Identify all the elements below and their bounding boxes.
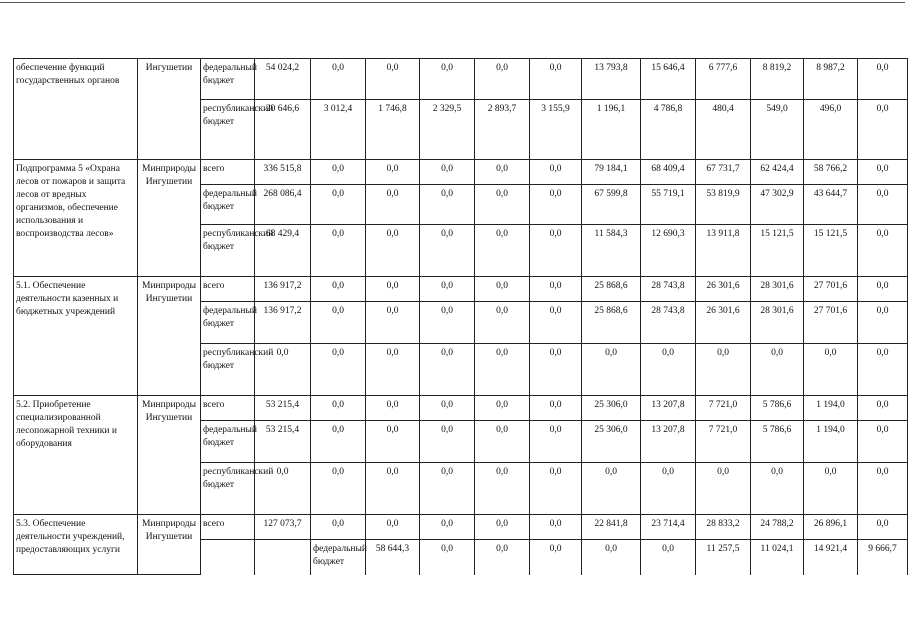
amount-cell: 0,0 <box>311 463 366 515</box>
amount-cell: 24 788,2 <box>751 515 804 540</box>
funding-source-cell: всего <box>201 277 255 302</box>
amount-cell: 0,0 <box>858 160 908 185</box>
funding-source-cell: всего <box>201 396 255 421</box>
amount-cell: 5 786,6 <box>751 396 804 421</box>
empty-name-cell <box>201 540 255 575</box>
amount-cell: 268 086,4 <box>255 185 311 225</box>
program-name-cell: обеспечение функций государственных органов <box>14 59 138 160</box>
amount-cell: 25 868,6 <box>582 277 641 302</box>
amount-cell: 0,0 <box>475 515 530 540</box>
amount-cell: 28 301,6 <box>751 302 804 344</box>
responsible-executor-cell: Минприроды Ингушетии <box>138 396 201 515</box>
amount-cell: 9 666,7 <box>858 540 908 575</box>
amount-cell: 0,0 <box>420 302 475 344</box>
amount-cell: 1 194,0 <box>804 421 858 463</box>
amount-cell: 58 766,2 <box>804 160 858 185</box>
amount-cell: 0,0 <box>366 421 420 463</box>
amount-cell: 0,0 <box>420 421 475 463</box>
amount-cell: 0,0 <box>751 463 804 515</box>
amount-cell: 0,0 <box>420 344 475 396</box>
amount-cell: 53 215,4 <box>255 396 311 421</box>
funding-source-cell: федеральный бюджет <box>201 59 255 100</box>
amount-cell: 0,0 <box>420 160 475 185</box>
amount-cell: 25 306,0 <box>582 421 641 463</box>
amount-cell: 43 644,7 <box>804 185 858 225</box>
amount-cell: 0,0 <box>858 515 908 540</box>
amount-cell: 13 793,8 <box>582 59 641 100</box>
amount-cell: 28 743,8 <box>641 302 696 344</box>
amount-cell: 0,0 <box>858 463 908 515</box>
amount-cell: 8 819,2 <box>751 59 804 100</box>
amount-cell: 0,0 <box>475 540 530 575</box>
amount-cell: 0,0 <box>858 277 908 302</box>
amount-cell: 26 301,6 <box>696 277 751 302</box>
amount-cell: 0,0 <box>530 540 582 575</box>
amount-cell: 15 646,4 <box>641 59 696 100</box>
amount-cell: 0,0 <box>475 421 530 463</box>
amount-cell: 14 921,4 <box>804 540 858 575</box>
amount-cell: 1 194,0 <box>804 396 858 421</box>
amount-cell: 0,0 <box>420 225 475 277</box>
amount-cell: 0,0 <box>420 515 475 540</box>
amount-cell: 0,0 <box>582 540 641 575</box>
amount-cell: 0,0 <box>420 277 475 302</box>
funding-source-cell: всего <box>201 160 255 185</box>
amount-cell: 0,0 <box>804 463 858 515</box>
amount-cell: 0,0 <box>311 225 366 277</box>
amount-cell: 0,0 <box>751 344 804 396</box>
amount-cell: 68 429,4 <box>255 225 311 277</box>
amount-cell: 0,0 <box>530 515 582 540</box>
amount-cell: 0,0 <box>641 344 696 396</box>
amount-cell: 0,0 <box>475 225 530 277</box>
amount-cell: 62 424,4 <box>751 160 804 185</box>
amount-cell: 549,0 <box>751 100 804 160</box>
amount-cell: 25 306,0 <box>582 396 641 421</box>
amount-cell: 0,0 <box>420 463 475 515</box>
amount-cell: 0,0 <box>420 396 475 421</box>
program-name-cell: 5.3. Обеспечение деятельности учреждений, предоставляющих услуги <box>14 515 138 575</box>
program-name-cell: 5.1. Обеспечение деятельности казенных и бюджетных учреждений <box>14 277 138 396</box>
amount-cell: 53 215,4 <box>255 421 311 463</box>
table-row <box>14 160 908 185</box>
amount-cell: 54 024,2 <box>255 59 311 100</box>
amount-cell: 0,0 <box>641 540 696 575</box>
amount-cell: 55 719,1 <box>641 185 696 225</box>
amount-cell: 0,0 <box>530 185 582 225</box>
amount-cell: 0,0 <box>366 185 420 225</box>
amount-cell: 2 893,7 <box>475 100 530 160</box>
amount-cell: 0,0 <box>366 59 420 100</box>
table-row <box>14 396 908 421</box>
amount-cell: 0,0 <box>858 225 908 277</box>
amount-cell: 12 690,3 <box>641 225 696 277</box>
amount-cell: 27 701,6 <box>804 277 858 302</box>
amount-cell: 0,0 <box>641 463 696 515</box>
amount-cell: 68 409,4 <box>641 160 696 185</box>
amount-cell: 0,0 <box>420 540 475 575</box>
amount-cell: 26 896,1 <box>804 515 858 540</box>
amount-cell: 0,0 <box>530 396 582 421</box>
amount-cell: 25 868,6 <box>582 302 641 344</box>
program-name-cell: Подпрограмма 5 «Охрана лесов от пожаров и защита лесов от вредных организмов, обеспечение использования и воспроизводства лесов» <box>14 160 138 277</box>
amount-cell: 28 743,8 <box>641 277 696 302</box>
amount-cell: 0,0 <box>475 185 530 225</box>
amount-cell: 0,0 <box>311 396 366 421</box>
amount-cell: 0,0 <box>530 160 582 185</box>
amount-cell: 4 786,8 <box>641 100 696 160</box>
amount-cell: 0,0 <box>311 515 366 540</box>
amount-cell: 0,0 <box>858 396 908 421</box>
amount-cell: 127 073,7 <box>255 515 311 540</box>
amount-cell: 0,0 <box>311 277 366 302</box>
amount-cell: 0,0 <box>366 463 420 515</box>
funding-source-cell: республиканский бюджет <box>201 344 255 396</box>
program-name-cell: 5.2. Приобретение специализированной лесопожарной техники и оборудования <box>14 396 138 515</box>
amount-cell: 0,0 <box>696 463 751 515</box>
funding-source-cell: республиканский бюджет <box>201 100 255 160</box>
amount-cell: 0,0 <box>858 344 908 396</box>
amount-cell: 0,0 <box>858 302 908 344</box>
amount-cell: 0,0 <box>475 277 530 302</box>
amount-cell: 11 257,5 <box>696 540 751 575</box>
amount-cell: 0,0 <box>858 185 908 225</box>
amount-cell: 0,0 <box>311 421 366 463</box>
budget-table <box>13 58 908 575</box>
amount-cell: 0,0 <box>366 160 420 185</box>
amount-cell: 136 917,2 <box>255 277 311 302</box>
amount-cell: 0,0 <box>475 160 530 185</box>
amount-cell: 0,0 <box>475 463 530 515</box>
amount-cell: 0,0 <box>475 59 530 100</box>
amount-cell: 58 644,3 <box>366 540 420 575</box>
amount-cell: 53 819,9 <box>696 185 751 225</box>
amount-cell: 15 121,5 <box>751 225 804 277</box>
amount-cell: 15 121,5 <box>804 225 858 277</box>
amount-cell: 0,0 <box>311 160 366 185</box>
amount-cell: 23 714,4 <box>641 515 696 540</box>
amount-cell: 0,0 <box>530 344 582 396</box>
funding-source-cell: федеральный бюджет <box>311 540 366 575</box>
responsible-executor-cell: Минприроды Ингушетии <box>138 277 201 396</box>
amount-cell: 0,0 <box>582 344 641 396</box>
amount-cell: 0,0 <box>582 463 641 515</box>
amount-cell: 0,0 <box>366 302 420 344</box>
amount-cell: 3 155,9 <box>530 100 582 160</box>
amount-cell: 0,0 <box>696 344 751 396</box>
amount-cell: 1 196,1 <box>582 100 641 160</box>
amount-cell: 0,0 <box>530 225 582 277</box>
amount-cell: 26 301,6 <box>696 302 751 344</box>
amount-cell: 0,0 <box>804 344 858 396</box>
amount-cell: 0,0 <box>475 344 530 396</box>
amount-cell: 0,0 <box>311 59 366 100</box>
amount-cell: 79 184,1 <box>582 160 641 185</box>
responsible-executor-cell: Ингушетии <box>138 59 201 160</box>
amount-cell: 5 786,6 <box>751 421 804 463</box>
table-row <box>14 59 908 100</box>
amount-cell: 0,0 <box>530 59 582 100</box>
amount-cell: 0,0 <box>530 277 582 302</box>
amount-cell: 11 584,3 <box>582 225 641 277</box>
amount-cell: 0,0 <box>858 59 908 100</box>
amount-cell: 0,0 <box>530 421 582 463</box>
funding-source-cell: республиканский бюджет <box>201 463 255 515</box>
amount-cell: 480,4 <box>696 100 751 160</box>
responsible-executor-cell: Минприроды Ингушетии <box>138 160 201 277</box>
amount-cell: 0,0 <box>366 515 420 540</box>
amount-cell: 0,0 <box>530 463 582 515</box>
amount-cell: 20 646,6 <box>255 100 311 160</box>
funding-source-cell: федеральный бюджет <box>201 421 255 463</box>
page-top-rule <box>0 2 905 3</box>
amount-cell: 0,0 <box>311 185 366 225</box>
amount-cell: 0,0 <box>858 421 908 463</box>
amount-cell: 13 207,8 <box>641 396 696 421</box>
funding-source-cell: федеральный бюджет <box>201 302 255 344</box>
amount-cell: 0,0 <box>420 59 475 100</box>
amount-cell: 0,0 <box>366 396 420 421</box>
amount-cell: 3 012,4 <box>311 100 366 160</box>
table-row <box>14 277 908 302</box>
amount-cell: 0,0 <box>311 302 366 344</box>
amount-cell: 0,0 <box>311 344 366 396</box>
amount-cell: 8 987,2 <box>804 59 858 100</box>
funding-source-cell: всего <box>201 515 255 540</box>
funding-source-cell: федеральный бюджет <box>201 185 255 225</box>
amount-cell: 0,0 <box>420 185 475 225</box>
amount-cell: 28 833,2 <box>696 515 751 540</box>
amount-cell: 22 841,8 <box>582 515 641 540</box>
amount-cell: 0,0 <box>255 463 311 515</box>
amount-cell: 11 024,1 <box>751 540 804 575</box>
amount-cell: 28 301,6 <box>751 277 804 302</box>
amount-cell: 13 207,8 <box>641 421 696 463</box>
responsible-executor-cell: Минприроды Ингушетии <box>138 515 201 575</box>
amount-cell: 27 701,6 <box>804 302 858 344</box>
amount-cell: 13 911,8 <box>696 225 751 277</box>
amount-cell: 67 599,8 <box>582 185 641 225</box>
amount-cell: 0,0 <box>366 225 420 277</box>
amount-cell: 0,0 <box>530 302 582 344</box>
amount-cell: 7 721,0 <box>696 421 751 463</box>
amount-cell: 67 731,7 <box>696 160 751 185</box>
amount-cell: 136 917,2 <box>255 302 311 344</box>
amount-cell: 496,0 <box>804 100 858 160</box>
amount-cell: 0,0 <box>255 344 311 396</box>
amount-cell: 336 515,8 <box>255 160 311 185</box>
amount-cell: 2 329,5 <box>420 100 475 160</box>
amount-cell: 7 721,0 <box>696 396 751 421</box>
amount-cell: 0,0 <box>858 100 908 160</box>
table-row <box>14 515 908 540</box>
amount-cell: 0,0 <box>475 396 530 421</box>
amount-cell: 47 302,9 <box>751 185 804 225</box>
amount-cell: 0,0 <box>475 302 530 344</box>
amount-cell: 6 777,6 <box>696 59 751 100</box>
empty-executor-cell <box>255 540 311 575</box>
amount-cell: 0,0 <box>366 277 420 302</box>
amount-cell: 0,0 <box>366 344 420 396</box>
funding-source-cell: республиканский бюджет <box>201 225 255 277</box>
amount-cell: 1 746,8 <box>366 100 420 160</box>
